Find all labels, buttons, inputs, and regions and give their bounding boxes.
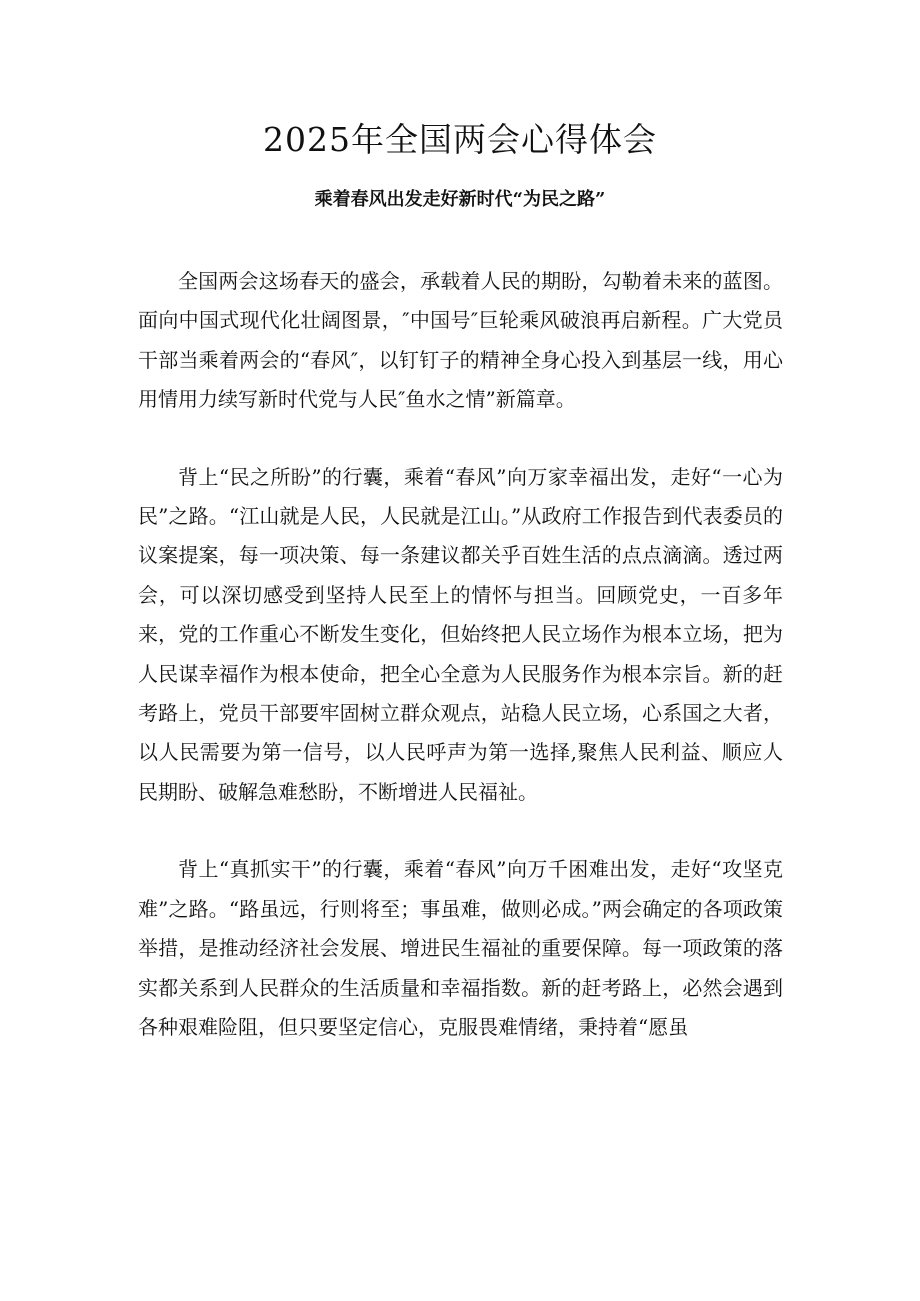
paragraph: 背上“民之所盼”的行囊，乘着“春风”向万家幸福出发，走好“一心为民”之路。“江山就是人民，人民就是江山。”从政府工作报告到代表委员的议案提案，每一项决策、每一条建议都关乎百姓生活的点点滴滴。透过两会，可以深切感受到坚持人民至上的情怀与担当。回顾党史，一百多年来，党的工作重心不断发生变化，但始终把人民立场作为根本立场，把为人民谋幸福作为根本使命，把全心全意为人民服务作为根本宗旨。新的赶考路上，党员干部要牢固树立群众观点，站稳人民立场，心系国之大者，以人民需要为第一信号，以人民呼声为第一选择,聚焦人民利益、顺应人民期盼、破解急难愁盼，不断增进人民福祉。 <box>138 464 783 804</box>
document-body <box>138 262 783 1047</box>
paragraph: 背上“真抓实干”的行囊，乘着“春风”向万千困难出发，走好“攻坚克难”之路。“路虽远，行则将至；事虽难，做则必成。”两会确定的各项政策举措，是推动经济社会发展、增进民生福祉的重要保障。每一项政策的落实都关系到人民群众的生活质量和幸福指数。新的赶考路上，必然会遇到各种艰难险阻，但只要坚定信心，克服畏难情绪，秉持着“愿虽 <box>138 857 783 1039</box>
document-subtitle: 乘着春风出发走好新时代“为民之路” <box>314 189 606 210</box>
paragraph: 全国两会这场春天的盛会，承载着人民的期盼，勾勒着未来的蓝图。面向中国式现代化壮阔图景，″中国号″巨轮乘风破浪再启新程。广大党员干部当乘着两会的“春风″，以钉钉子的精神全身心投入到基层一线，用心用情用力续写新时代党与人民″鱼水之情”新篇章。 <box>138 269 783 412</box>
document-title: 2025年全国两会心得体会 <box>263 120 657 159</box>
